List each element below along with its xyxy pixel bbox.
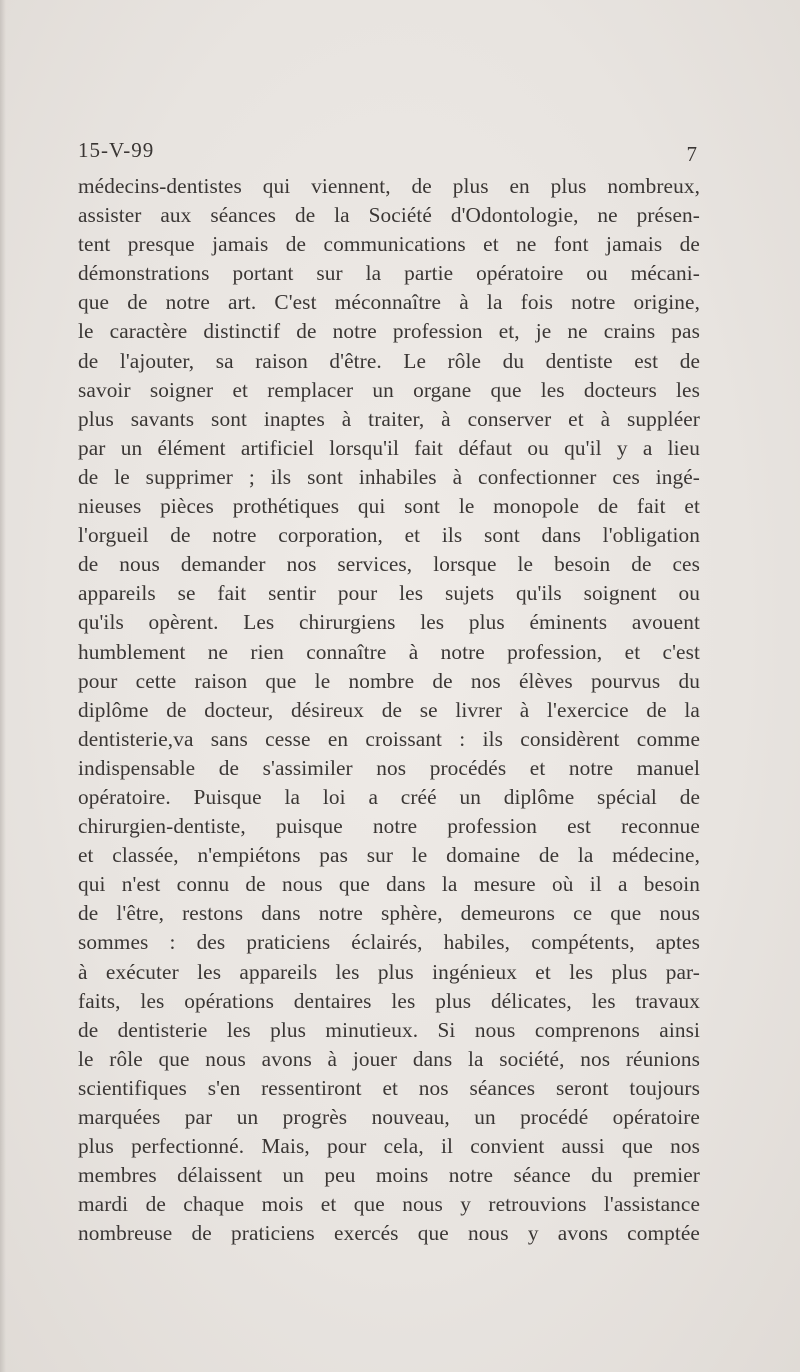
text-line: appareils se fait sentir pour les sujets qu'ils soignent ou bbox=[78, 581, 700, 606]
text-line: savoir soigner et remplacer un organe que les docteurs les bbox=[78, 377, 700, 402]
text-line: scientifiques s'en ressentiront et nos séances seront toujours bbox=[78, 1075, 700, 1100]
text-line: humblement ne rien connaître à notre profession, et c'est bbox=[78, 639, 700, 664]
text-line: de le supprimer ; ils sont inhabiles à confectionner ces ingé- bbox=[78, 464, 700, 489]
text-line: pour cette raison que le nombre de nos élèves pourvus du bbox=[78, 668, 700, 693]
text-line: mardi de chaque mois et que nous y retrouvions l'assistance bbox=[78, 1192, 700, 1217]
text-line: de dentisterie les plus minutieux. Si nous comprenons ainsi bbox=[78, 1017, 700, 1042]
text-line: diplôme de docteur, désireux de se livrer à l'exercice de la bbox=[78, 697, 700, 722]
text-line: que de notre art. C'est méconnaître à la fois notre origine, bbox=[78, 290, 700, 315]
text-line: plus savants sont inaptes à traiter, à conserver et à suppléer bbox=[78, 406, 700, 431]
text-line: opératoire. Puisque la loi a créé un diplôme spécial de bbox=[78, 784, 700, 809]
text-line: indispensable de s'assimiler nos procédés et notre manuel bbox=[78, 755, 700, 780]
text-line: et classée, n'empiétons pas sur le domaine de la médecine, bbox=[78, 843, 700, 868]
text-line: qui n'est connu de nous que dans la mesure où il a besoin bbox=[78, 872, 700, 897]
text-line: le rôle que nous avons à jouer dans la société, nos réunions bbox=[78, 1046, 700, 1071]
text-line: à exécuter les appareils les plus ingénieux et les plus par- bbox=[78, 959, 700, 984]
header-date: 15-V-99 bbox=[78, 138, 155, 162]
text-line: le caractère distinctif de notre profession et, je ne crains pas bbox=[78, 319, 700, 344]
text-line: dentisterie,va sans cesse en croissant : ils considèrent comme bbox=[78, 726, 700, 751]
text-line: par un élément artificiel lorsqu'il fait défaut ou qu'il y a lieu bbox=[78, 435, 700, 460]
text-line: démonstrations portant sur la partie opératoire ou mécani- bbox=[78, 261, 700, 286]
text-line: tent presque jamais de communications et ne font jamais de bbox=[78, 232, 700, 257]
text-line: de l'ajouter, sa raison d'être. Le rôle du dentiste est de bbox=[78, 348, 700, 373]
text-line: assister aux séances de la Société d'Odontologie, ne présen- bbox=[78, 203, 700, 228]
text-line: membres délaissent un peu moins notre séance du premier bbox=[78, 1163, 700, 1188]
text-line: plus perfectionné. Mais, pour cela, il convient aussi que nos bbox=[78, 1134, 700, 1159]
text-line: de nous demander nos services, lorsque le besoin de ces bbox=[78, 552, 700, 577]
text-line: qu'ils opèrent. Les chirurgiens les plus éminents avouent bbox=[78, 610, 700, 635]
text-line: sommes : des praticiens éclairés, habiles, compétents, aptes bbox=[78, 930, 700, 955]
text-line: marquées par un progrès nouveau, un procédé opératoire bbox=[78, 1105, 700, 1129]
running-header bbox=[78, 138, 698, 172]
text-line: nieuses pièces prothétiques qui sont le monopole de fait et bbox=[78, 494, 700, 519]
text-line: nombreuse de praticiens exercés que nous y avons comptée bbox=[78, 1221, 700, 1246]
text-line: de l'être, restons dans notre sphère, demeurons ce que nous bbox=[78, 901, 700, 926]
page-number: 7 bbox=[686, 142, 698, 166]
text-line: faits, les opérations dentaires les plus délicates, les travaux bbox=[78, 988, 700, 1013]
text-line: médecins-dentistes qui viennent, de plus en plus nombreux, bbox=[78, 174, 700, 198]
text-line: chirurgien-dentiste, puisque notre profession est reconnue bbox=[78, 814, 700, 839]
page-gutter-shadow bbox=[0, 0, 6, 1372]
text-line: l'orgueil de notre corporation, et ils sont dans l'obligation bbox=[78, 523, 700, 548]
body-text bbox=[78, 172, 700, 1248]
